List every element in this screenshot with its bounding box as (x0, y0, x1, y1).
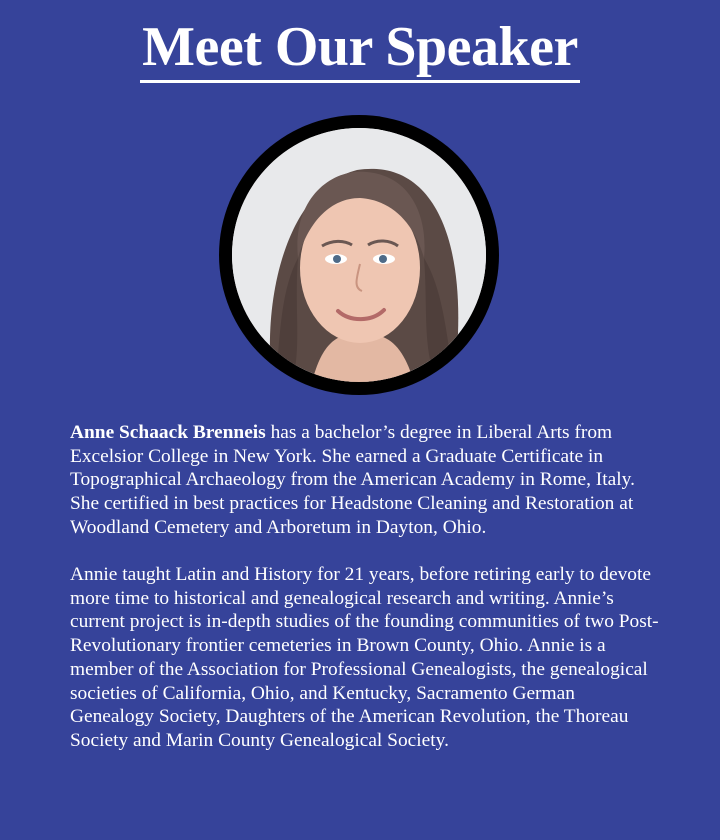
speaker-name: Anne Schaack Brenneis (70, 422, 266, 443)
bio-paragraph-2: Annie taught Latin and History for 21 years, before retiring early to devote more time to historical and genealogical research and writing. Annie’s current project is in-depth studies of the founding communities of two Post-Revolutionary frontier cemeteries in Brown County, Ohio. Annie is a member of the Association for Professional Genealogists, the genealogical societies of California, Ohio, and Kentucky, Sacramento German Genealogy Society, Daughters of the American Revolution, the Thoreau Society and Marin County Genealogical Society. (70, 564, 659, 751)
speaker-portrait-icon (232, 128, 486, 382)
speaker-photo (232, 128, 486, 382)
bio-paragraph-1-text: has a bachelor’s degree in Liberal Arts from Excelsior College in New York. She earned a Graduate Certificate in Topographical Archaeology from the American Academy in Rome, Italy. She certified in best practices for Headstone Cleaning and Restoration at Woodland Cemetery and Arboretum in Dayton, Ohio. (70, 422, 635, 538)
page-title: Meet Our Speaker (140, 14, 580, 83)
speaker-photo-frame (219, 115, 499, 395)
speaker-bio (70, 421, 660, 776)
title-container (0, 14, 720, 83)
bio-paragraph-1 (70, 421, 660, 540)
